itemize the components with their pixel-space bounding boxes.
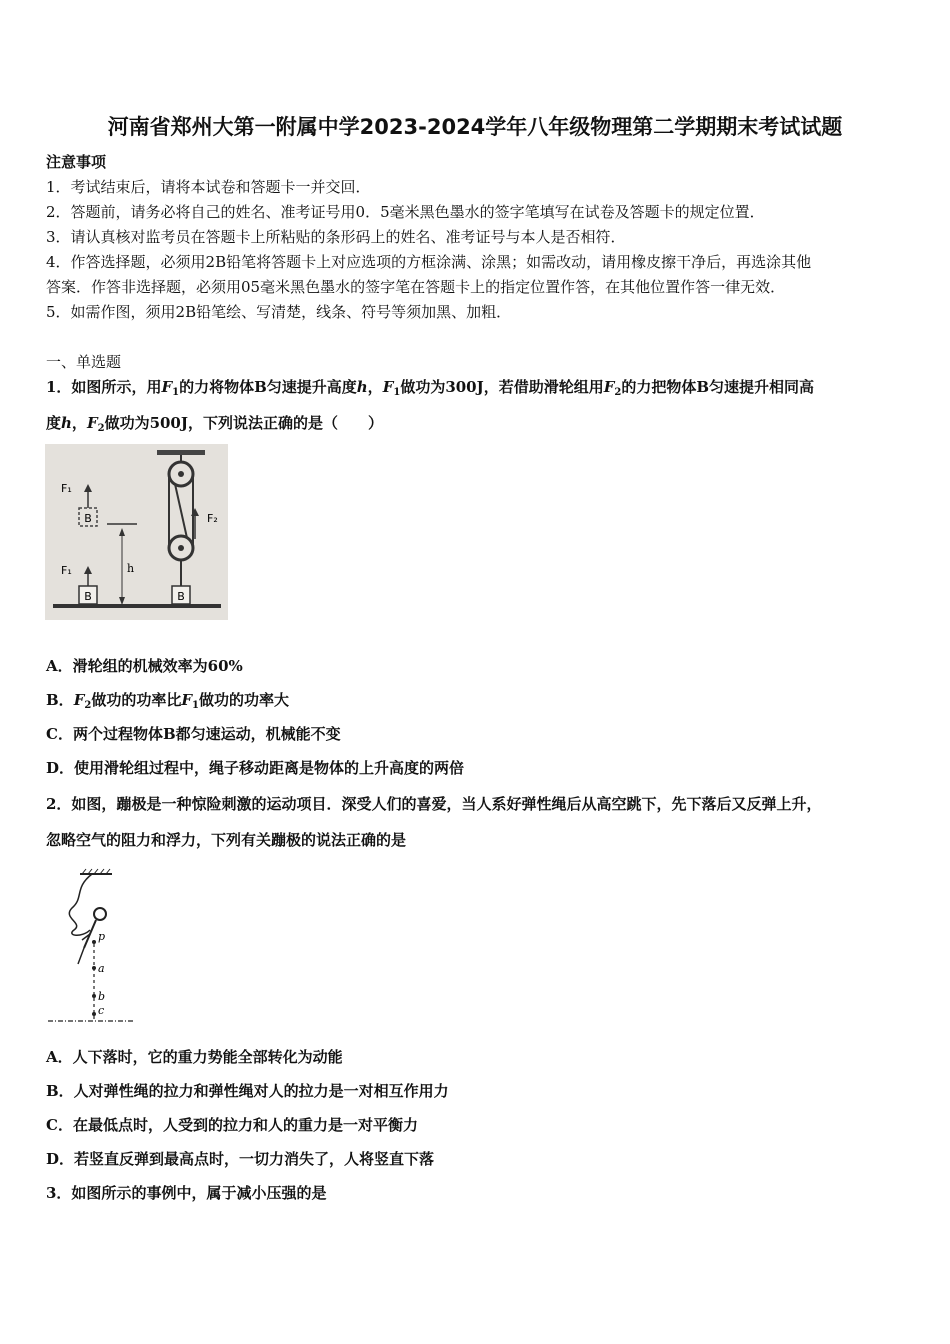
q2-stem-line2: 忽略空气的阻力和浮力，下列有关蹦极的说法正确的是 bbox=[46, 831, 407, 849]
notice-heading: 注意事项 bbox=[46, 153, 107, 171]
point-a bbox=[92, 966, 96, 970]
point-p bbox=[92, 940, 96, 944]
ceiling bbox=[157, 450, 205, 455]
movable-pulley-axle bbox=[178, 545, 184, 551]
q1-stem-line2: 度h，$F_2$做功为500J，下列说法正确的是（ ） bbox=[46, 414, 383, 434]
notice-item: 1．考试结束后，请将本试卷和答题卡一并交回． bbox=[46, 178, 371, 196]
f1-upper-label: F₁ bbox=[61, 482, 72, 495]
q3-stem: 3．如图所示的事例中，属于减小压强的是 bbox=[46, 1184, 327, 1202]
q2-option-c: C．在最低点时，人受到的拉力和人的重力是一对平衡力 bbox=[46, 1116, 418, 1134]
elastic-rope bbox=[69, 874, 92, 935]
point-c bbox=[92, 1012, 96, 1016]
label-a: a bbox=[98, 962, 105, 975]
box-b-ground-label: B bbox=[84, 590, 92, 603]
height-label: h bbox=[127, 562, 135, 575]
q1-option-c: C．两个过程物体B都匀速运动，机械能不变 bbox=[46, 725, 341, 743]
ground-line bbox=[53, 604, 221, 608]
person-head bbox=[94, 908, 106, 920]
label-p: p bbox=[98, 930, 106, 943]
section-heading: 一、单选题 bbox=[46, 353, 122, 371]
f2-label: F₂ bbox=[207, 512, 218, 525]
q1-pulley-figure bbox=[45, 444, 228, 620]
notice-item: 2．答题前，请务必将自己的姓名、准考证号用0．5毫米黑色墨水的签字笔填写在试卷及答题卡的规定位置． bbox=[46, 203, 765, 221]
q1-option-b: B．$F_2$做功的功率比$F_1$做功的功率大 bbox=[46, 691, 289, 711]
person-leg bbox=[78, 948, 84, 964]
page-title: 河南省郑州大第一附属中学2023-2024学年八年级物理第二学期期末考试试题 bbox=[107, 115, 843, 139]
box-b-pulley-label: B bbox=[177, 590, 185, 603]
q1-option-a: A．滑轮组的机械效率为60% bbox=[46, 657, 243, 675]
notice-item: 5．如需作图，须用2B铅笔绘、写清楚，线条、符号等须加黑、加粗． bbox=[46, 303, 512, 321]
notice-item: 3．请认真核对监考员在答题卡上所粘贴的条形码上的姓名、准考证号与本人是否相符． bbox=[46, 228, 626, 246]
q2-stem-line1: 2．如图，蹦极是一种惊险刺激的运动项目．深受人们的喜爱，当人系好弹性绳后从高空跳下，先下落后又反弹上升， bbox=[46, 795, 822, 813]
box-b-raised-label: B bbox=[84, 512, 92, 525]
q2-option-d: D．若竖直反弹到最高点时，一切力消失了，人将竖直下落 bbox=[46, 1150, 435, 1168]
f1-lower-label: F₁ bbox=[61, 564, 72, 577]
q1-stem-line1: 1．如图所示，用$F_1$的力将物体B匀速提升高度h，$F_1$做功为300J，若借助滑轮组用$F_2$的力把物体B匀速提升相同高 bbox=[46, 378, 815, 398]
label-c: c bbox=[98, 1004, 105, 1017]
figure-background bbox=[45, 444, 228, 620]
point-b bbox=[92, 994, 96, 998]
label-b: b bbox=[98, 990, 106, 1003]
notice-item: 4．作答选择题，必须用2B铅笔将答题卡上对应选项的方框涂满、涂黑；如需改动，请用橡皮擦干净后，再选涂其他 bbox=[46, 253, 812, 271]
q2-bungee-figure bbox=[44, 868, 138, 1026]
fixed-pulley-axle bbox=[178, 471, 184, 477]
q2-option-b: B．人对弹性绳的拉力和弹性绳对人的拉力是一对相互作用力 bbox=[46, 1082, 449, 1100]
q1-option-d: D．使用滑轮组过程中，绳子移动距离是物体的上升高度的两倍 bbox=[46, 759, 465, 777]
notice-item: 答案．作答非选择题，必须用05毫米黑色墨水的签字笔在答题卡上的指定位置作答，在其他位置作答一律无效． bbox=[46, 278, 786, 296]
q2-option-a: A．人下落时，它的重力势能全部转化为动能 bbox=[46, 1048, 343, 1066]
